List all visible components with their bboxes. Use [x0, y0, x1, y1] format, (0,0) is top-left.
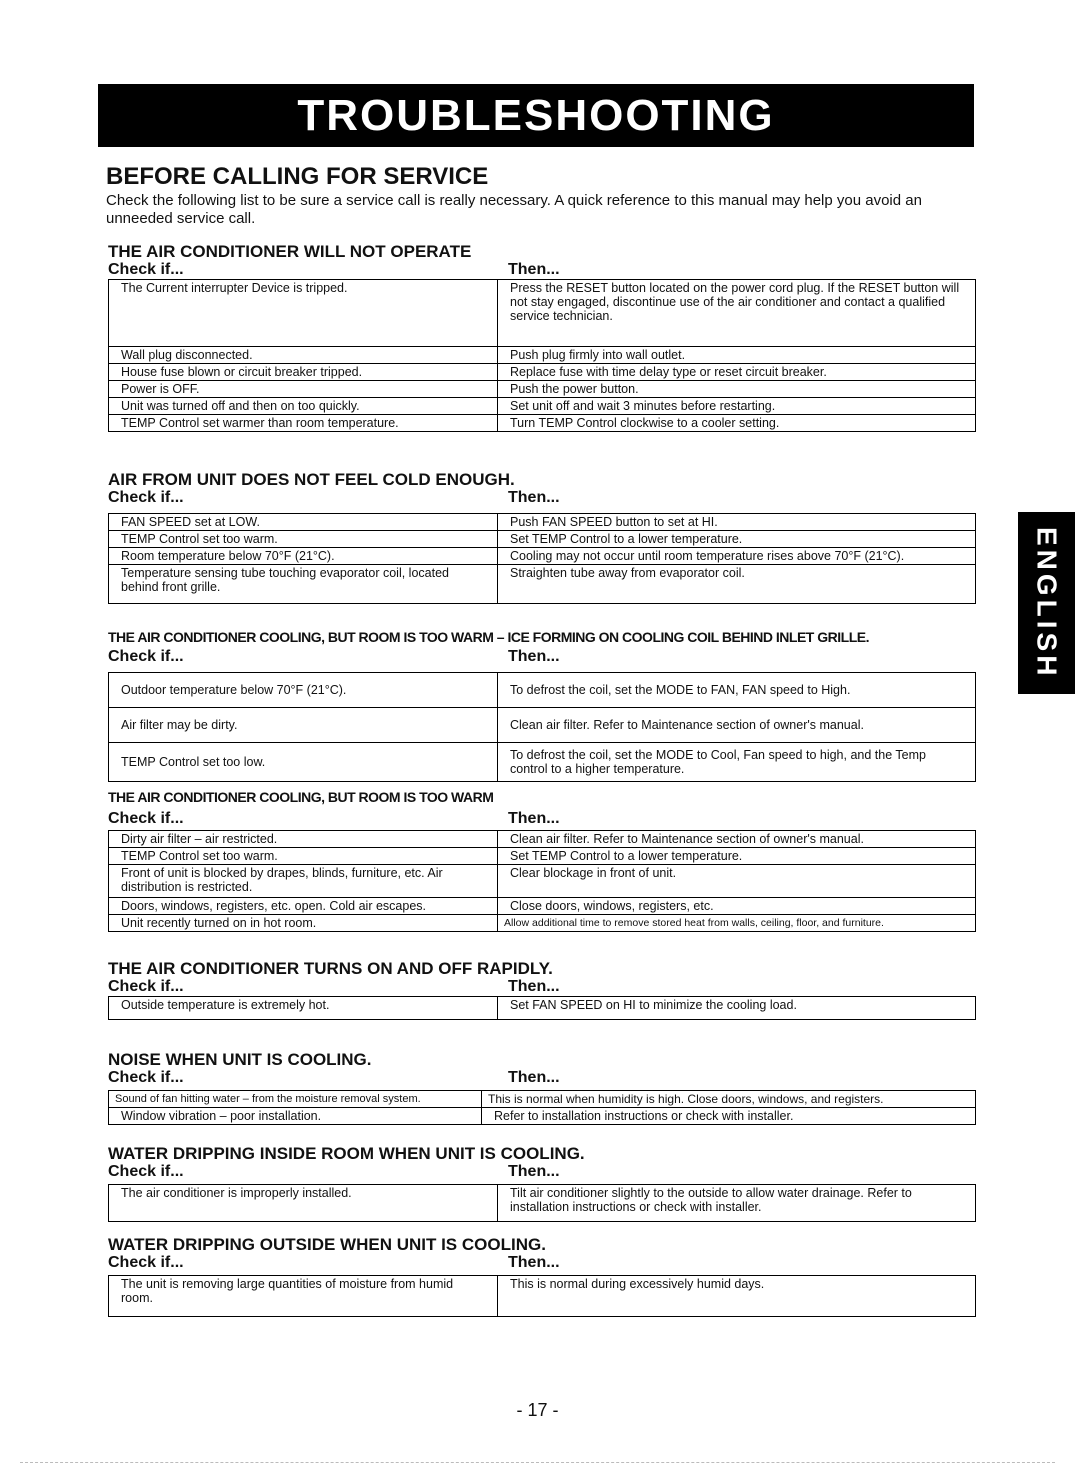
section-title: THE AIR CONDITIONER TURNS ON AND OFF RAPIDLY. [108, 959, 553, 978]
table-row [109, 514, 976, 531]
then-cell: Clean air filter. Refer to Maintenance section of owner's manual. [498, 708, 976, 743]
table-row [109, 673, 976, 708]
table-row [109, 548, 976, 565]
table-row [109, 1276, 976, 1317]
section-not-operate [108, 243, 976, 432]
troubleshooting-table [108, 672, 976, 782]
troubleshooting-table [108, 1090, 976, 1125]
table-row [109, 1091, 976, 1108]
table-row [109, 898, 976, 915]
check-cell: Window vibration – poor installation. [109, 1108, 482, 1125]
section-noise [108, 1051, 976, 1125]
check-cell: Unit recently turned on in hot room. [109, 915, 498, 932]
table-row [109, 531, 976, 548]
check-header: Check if... [108, 648, 184, 665]
page-banner: TROUBLESHOOTING [98, 84, 974, 147]
section-title: WATER DRIPPING OUTSIDE WHEN UNIT IS COOLING. [108, 1235, 546, 1254]
check-header: Check if... [108, 1069, 184, 1086]
troubleshooting-table [108, 1184, 976, 1222]
section-title: WATER DRIPPING INSIDE ROOM WHEN UNIT IS COOLING. [108, 1144, 585, 1163]
then-cell: Set FAN SPEED on HI to minimize the cooling load. [498, 997, 976, 1020]
check-cell: The air conditioner is improperly installed. [109, 1185, 498, 1222]
table-row [109, 848, 976, 865]
section-drip-inside [108, 1145, 976, 1222]
table-row [109, 398, 976, 415]
check-header: Check if... [108, 261, 184, 278]
then-header: Then... [508, 978, 560, 995]
check-header: Check if... [108, 810, 184, 827]
check-cell: TEMP Control set warmer than room temperature. [109, 415, 498, 432]
then-cell: Press the RESET button located on the power cord plug. If the RESET button will not stay engaged, discontinue use of the air conditioner and contact a qualified service technician. [498, 280, 976, 347]
then-cell: Set unit off and wait 3 minutes before restarting. [498, 398, 976, 415]
then-cell: Allow additional time to remove stored heat from walls, ceiling, floor, and furniture. [498, 915, 976, 932]
page-bottom-divider [20, 1462, 1055, 1463]
then-cell: To defrost the coil, set the MODE to FAN, FAN speed to High. [498, 673, 976, 708]
then-cell: Clean air filter. Refer to Maintenance section of owner's manual. [498, 831, 976, 848]
then-cell: Set TEMP Control to a lower temperature. [498, 531, 976, 548]
check-cell: TEMP Control set too low. [109, 743, 498, 782]
check-cell: Doors, windows, registers, etc. open. Cold air escapes. [109, 898, 498, 915]
section-on-off-rapidly [108, 960, 976, 1020]
table-row [109, 865, 976, 898]
table-row [109, 415, 976, 432]
then-cell: Push the power button. [498, 381, 976, 398]
check-cell: Outside temperature is extremely hot. [109, 997, 498, 1020]
then-cell: Cooling may not occur until room temperature rises above 70°F (21°C). [498, 548, 976, 565]
table-row [109, 997, 976, 1020]
check-cell: House fuse blown or circuit breaker tripped. [109, 364, 498, 381]
then-cell: Push FAN SPEED button to set at HI. [498, 514, 976, 531]
language-tab [1018, 512, 1075, 694]
check-cell: Wall plug disconnected. [109, 347, 498, 364]
check-cell: Outdoor temperature below 70°F (21°C). [109, 673, 498, 708]
then-header: Then... [508, 489, 560, 506]
check-header: Check if... [108, 1163, 184, 1180]
check-cell: Unit was turned off and then on too quickly. [109, 398, 498, 415]
section-too-warm [108, 788, 976, 932]
check-cell: Temperature sensing tube touching evaporator coil, located behind front grille. [109, 565, 498, 604]
check-cell: Front of unit is blocked by drapes, blinds, furniture, etc. Air distribution is restricted. [109, 865, 498, 898]
then-header: Then... [508, 1069, 560, 1086]
then-header: Then... [508, 1254, 560, 1271]
then-header: Then... [508, 1163, 560, 1180]
check-cell: Room temperature below 70°F (21°C). [109, 548, 498, 565]
check-cell: TEMP Control set too warm. [109, 848, 498, 865]
language-tab-label: ENGLISH [1031, 526, 1063, 680]
section-title: THE AIR CONDITIONER WILL NOT OPERATE [108, 242, 472, 261]
troubleshooting-table [108, 513, 976, 604]
table-row [109, 743, 976, 782]
then-cell: To defrost the coil, set the MODE to Cool, Fan speed to high, and the Temp control to a higher temperature. [498, 743, 976, 782]
section-title: NOISE WHEN UNIT IS COOLING. [108, 1050, 372, 1069]
page-title: BEFORE CALLING FOR SERVICE [106, 163, 489, 190]
then-cell: Straighten tube away from evaporator coil. [498, 565, 976, 604]
troubleshooting-table [108, 830, 976, 932]
check-cell: The Current interrupter Device is tripped. [109, 280, 498, 347]
table-row [109, 1185, 976, 1222]
then-cell: Set TEMP Control to a lower temperature. [498, 848, 976, 865]
intro-text: Check the following list to be sure a service call is really necessary. A quick reference to this manual may help you avoid an unneeded service call. [106, 192, 922, 227]
table-row [109, 1108, 976, 1125]
table-row [109, 565, 976, 604]
then-header: Then... [508, 261, 560, 278]
table-row [109, 280, 976, 347]
section-not-cold [108, 471, 976, 604]
check-cell: TEMP Control set too warm. [109, 531, 498, 548]
then-header: Then... [508, 648, 560, 665]
then-cell: Replace fuse with time delay type or reset circuit breaker. [498, 364, 976, 381]
then-cell: Turn TEMP Control clockwise to a cooler setting. [498, 415, 976, 432]
then-cell: This is normal during excessively humid days. [498, 1276, 976, 1317]
section-ice-forming [108, 628, 976, 782]
then-cell: Push plug firmly into wall outlet. [498, 347, 976, 364]
check-cell: The unit is removing large quantities of moisture from humid room. [109, 1276, 498, 1317]
then-cell: Clear blockage in front of unit. [498, 865, 976, 898]
section-title: THE AIR CONDITIONER COOLING, BUT ROOM IS TOO WARM [108, 789, 494, 805]
table-row [109, 364, 976, 381]
check-header: Check if... [108, 489, 184, 506]
check-header: Check if... [108, 978, 184, 995]
table-row [109, 915, 976, 932]
then-cell: Tilt air conditioner slightly to the outside to allow water drainage. Refer to installation instructions or check with installer. [498, 1185, 976, 1222]
section-title: AIR FROM UNIT DOES NOT FEEL COLD ENOUGH. [108, 470, 515, 489]
check-cell: FAN SPEED set at LOW. [109, 514, 498, 531]
troubleshooting-table [108, 996, 976, 1020]
check-cell: Power is OFF. [109, 381, 498, 398]
then-cell: Refer to installation instructions or check with installer. [482, 1108, 976, 1125]
check-header: Check if... [108, 1254, 184, 1271]
table-row [109, 381, 976, 398]
troubleshooting-table [108, 279, 976, 432]
section-drip-outside [108, 1236, 976, 1317]
check-cell: Air filter may be dirty. [109, 708, 498, 743]
then-cell: This is normal when humidity is high. Close doors, windows, and registers. [482, 1091, 976, 1108]
table-row [109, 831, 976, 848]
then-cell: Close doors, windows, registers, etc. [498, 898, 976, 915]
check-cell: Dirty air filter – air restricted. [109, 831, 498, 848]
troubleshooting-table [108, 1275, 976, 1317]
check-cell: Sound of fan hitting water – from the moisture removal system. [109, 1091, 482, 1108]
section-title: THE AIR CONDITIONER COOLING, BUT ROOM IS TOO WARM – ICE FORMING ON COOLING COIL BEHIND INLET GRILLE. [108, 629, 869, 645]
page-number: - 17 - [516, 1400, 559, 1420]
then-header: Then... [508, 810, 560, 827]
table-row [109, 347, 976, 364]
table-row [109, 708, 976, 743]
